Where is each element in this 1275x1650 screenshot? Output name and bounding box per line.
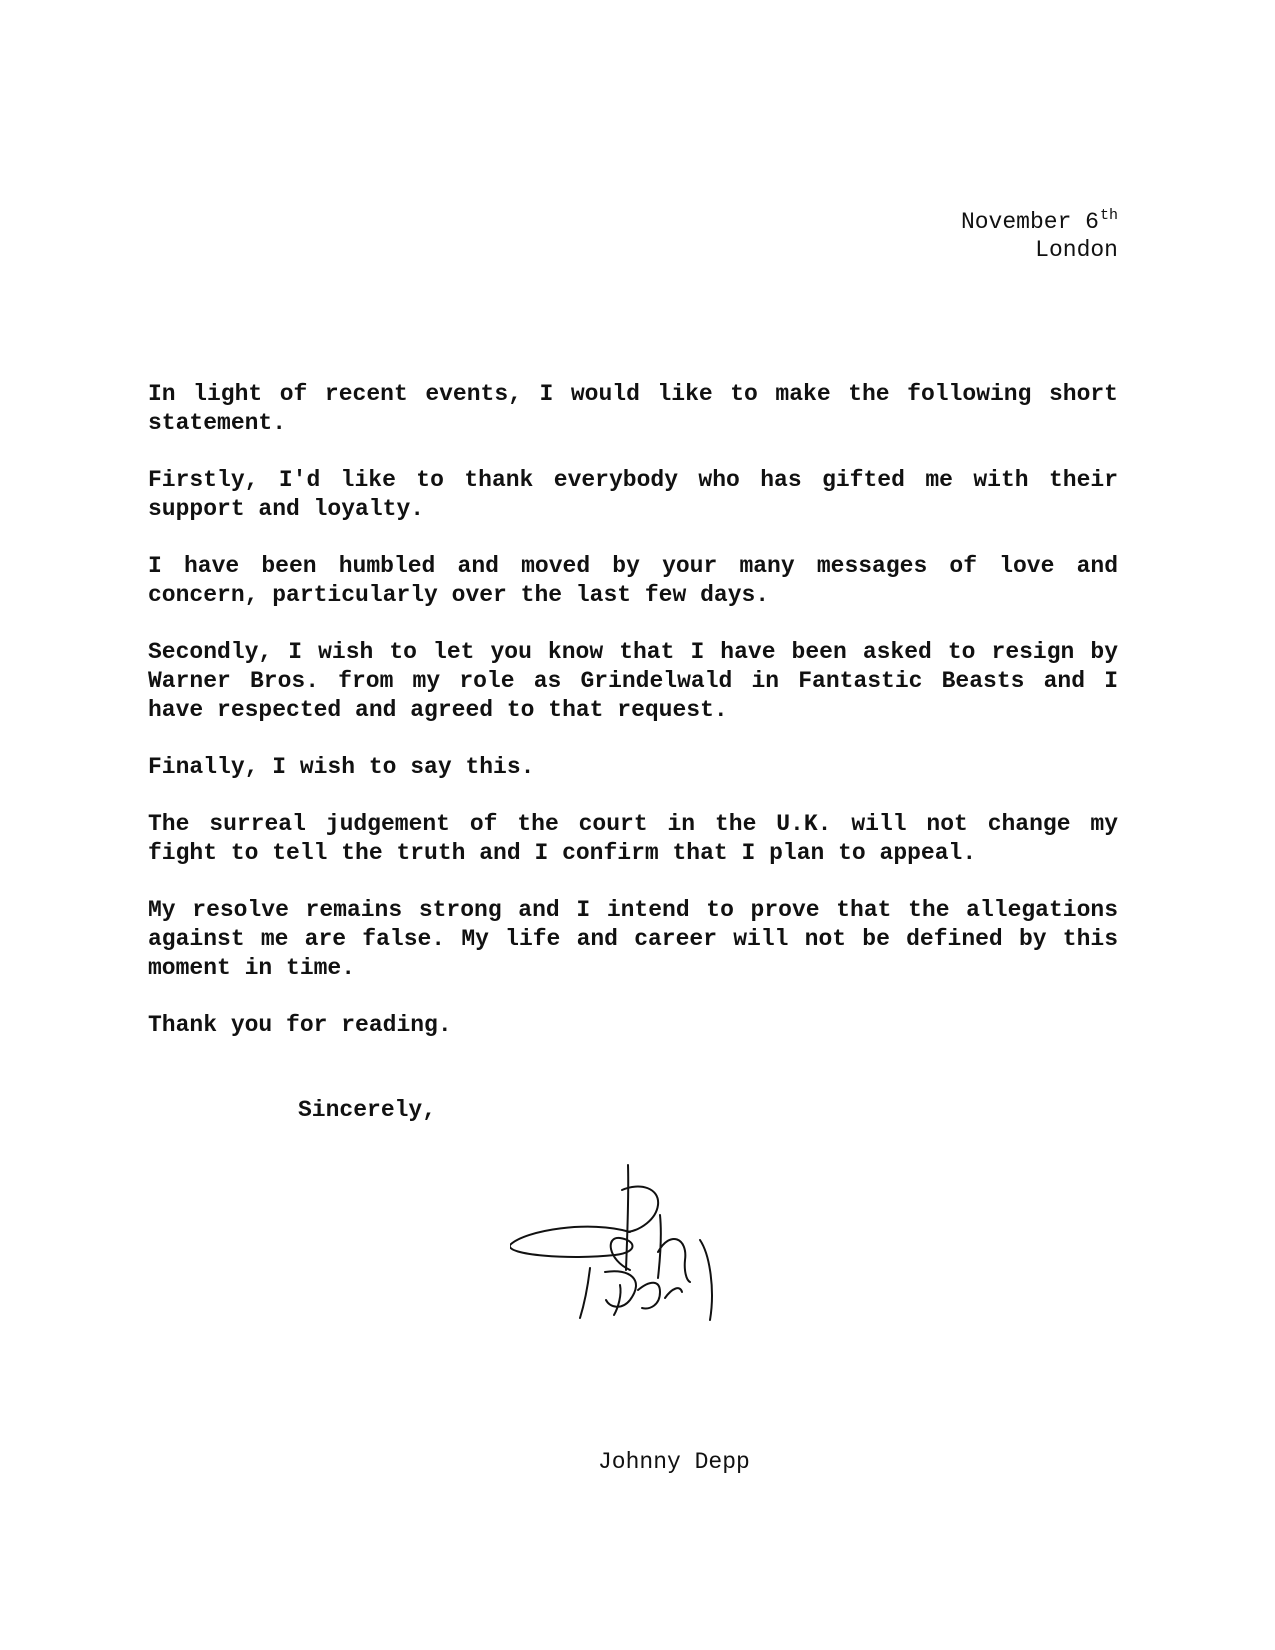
signature bbox=[510, 1160, 760, 1330]
paragraph-appeal: The surreal judgement of the court in the U.K. will not change my fight to tell the truth and I confirm that I plan to appeal. bbox=[148, 811, 1118, 866]
paragraph-finally: Finally, I wish to say this. bbox=[148, 754, 535, 780]
paragraph-thank-you: Thank you for reading. bbox=[148, 1012, 452, 1038]
letter-header bbox=[961, 208, 1118, 264]
paragraph-resignation: Secondly, I wish to let you know that I have been asked to resign by Warner Bros. from my role as Grindelwald in Fantastic Beasts and I have respected and agreed to that request. bbox=[148, 639, 1118, 723]
paragraph-humbled: I have been humbled and moved by your many messages of love and concern, particularly over the last few days. bbox=[148, 553, 1118, 608]
letter-body bbox=[148, 380, 1118, 1068]
signer-name: Johnny Depp bbox=[598, 1449, 750, 1475]
closing: Sincerely, bbox=[298, 1097, 437, 1123]
date: November 6 bbox=[960, 209, 1099, 235]
paragraph-intro: In light of recent events, I would like to make the following short statement. bbox=[148, 381, 1118, 436]
city: London bbox=[1035, 237, 1118, 263]
paragraph-resolve: My resolve remains strong and I intend to prove that the allegations against me are false. My life and career will not be defined by this moment in time. bbox=[148, 897, 1118, 981]
paragraph-thanks: Firstly, I'd like to thank everybody who has gifted me with their support and loyalty. bbox=[148, 467, 1118, 522]
date-line bbox=[961, 208, 1118, 236]
date-suffix: th bbox=[1099, 207, 1118, 224]
